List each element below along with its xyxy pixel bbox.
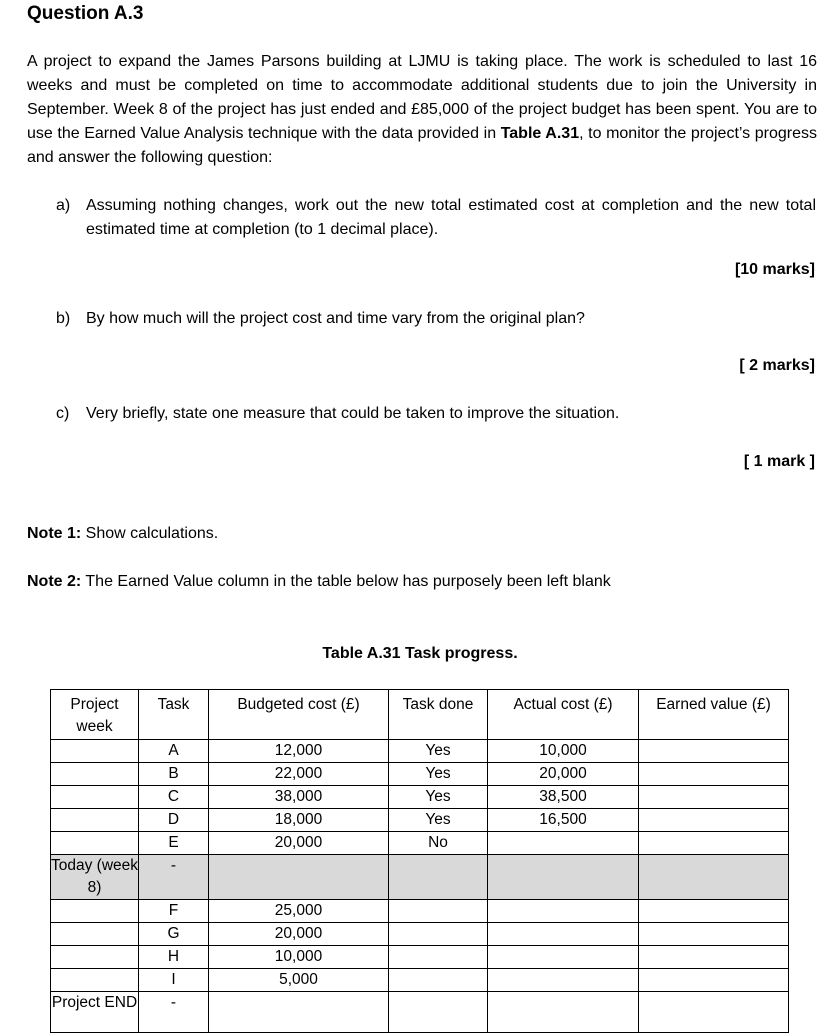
- cell-earned-value: [639, 740, 789, 763]
- question-c-label: c): [56, 405, 70, 422]
- cell-task-done: No: [389, 832, 488, 855]
- cell-project-week: [51, 969, 139, 992]
- cell-earned-value: [639, 946, 789, 969]
- cell-task: G: [139, 923, 209, 946]
- cell-actual-cost: [488, 969, 639, 992]
- cell-budgeted-cost: 10,000: [209, 946, 389, 969]
- task-progress-table: [50, 689, 789, 1033]
- cell-project-week: [51, 923, 139, 946]
- cell-earned-value: [639, 992, 789, 1033]
- cell-actual-cost: 20,000: [488, 763, 639, 786]
- cell-task-done: [389, 923, 488, 946]
- cell-task: I: [139, 969, 209, 992]
- table-row: [51, 832, 789, 855]
- question-b-label: b): [56, 310, 71, 327]
- cell-task: A: [139, 740, 209, 763]
- cell-project-week: [51, 763, 139, 786]
- note-2-text: The Earned Value column in the table below has purposely been left blank: [81, 573, 611, 590]
- cell-task-done: Yes: [389, 763, 488, 786]
- cell-actual-cost: 16,500: [488, 809, 639, 832]
- table-row: [51, 946, 789, 969]
- note-2: [27, 573, 611, 591]
- cell-task: -: [139, 855, 209, 900]
- cell-project-week: [51, 786, 139, 809]
- cell-task-done: Yes: [389, 740, 488, 763]
- cell-earned-value: [639, 900, 789, 923]
- cell-project-week: Project END: [51, 992, 139, 1033]
- cell-task-done: [389, 855, 488, 900]
- cell-actual-cost: [488, 900, 639, 923]
- cell-budgeted-cost: 12,000: [209, 740, 389, 763]
- cell-actual-cost: [488, 946, 639, 969]
- cell-earned-value: [639, 969, 789, 992]
- question-a-label: a): [56, 197, 71, 214]
- question-heading: Question A.3: [27, 3, 144, 24]
- question-a-marks: [10 marks]: [734, 261, 815, 278]
- cell-actual-cost: [488, 923, 639, 946]
- cell-earned-value: [639, 923, 789, 946]
- cell-task-done: [389, 992, 488, 1033]
- cell-project-week: [51, 740, 139, 763]
- cell-task: B: [139, 763, 209, 786]
- question-a-text: Assuming nothing changes, work out the new total estimated cost at completion and the new total estimated time at completion (to 1 decimal place).: [86, 197, 816, 238]
- cell-task: E: [139, 832, 209, 855]
- cell-budgeted-cost: 38,000: [209, 786, 389, 809]
- question-b-marks: [ 2 marks]: [739, 357, 815, 374]
- cell-actual-cost: [488, 855, 639, 900]
- table-row: [51, 969, 789, 992]
- header-task: Task: [139, 690, 209, 740]
- header-earned-value: Earned value (£): [639, 690, 789, 740]
- cell-actual-cost: 10,000: [488, 740, 639, 763]
- note-1-text: Show calculations.: [81, 525, 219, 542]
- header-budgeted-cost: Budgeted cost (£): [209, 690, 389, 740]
- table-row: [51, 763, 789, 786]
- cell-task-done: Yes: [389, 786, 488, 809]
- cell-budgeted-cost: 20,000: [209, 923, 389, 946]
- cell-project-week: [51, 946, 139, 969]
- cell-budgeted-cost: [209, 855, 389, 900]
- cell-project-week: [51, 809, 139, 832]
- table-row: [51, 809, 789, 832]
- intro-text-2: , to monitor the project’s progress and answer the following question:: [27, 125, 818, 166]
- table-row: [51, 855, 789, 900]
- cell-project-week: [51, 900, 139, 923]
- cell-task: -: [139, 992, 209, 1033]
- question-b-text: By how much will the project cost and time vary from the original plan?: [86, 310, 585, 327]
- cell-earned-value: [639, 763, 789, 786]
- note-1-label: Note 1:: [27, 525, 82, 542]
- cell-task: D: [139, 809, 209, 832]
- table-caption: Table A.31 Task progress.: [322, 645, 518, 662]
- question-c-text: Very briefly, state one measure that could be taken to improve the situation.: [86, 405, 620, 422]
- cell-budgeted-cost: 18,000: [209, 809, 389, 832]
- cell-project-week: [51, 832, 139, 855]
- cell-budgeted-cost: 25,000: [209, 900, 389, 923]
- cell-project-week: Today (week 8): [51, 855, 139, 900]
- cell-task: F: [139, 900, 209, 923]
- cell-actual-cost: [488, 832, 639, 855]
- cell-actual-cost: 38,500: [488, 786, 639, 809]
- header-task-done: Task done: [389, 690, 488, 740]
- table-row: [51, 923, 789, 946]
- note-1: [27, 525, 218, 543]
- table-row: [51, 992, 789, 1033]
- cell-budgeted-cost: [209, 992, 389, 1033]
- cell-earned-value: [639, 855, 789, 900]
- cell-earned-value: [639, 832, 789, 855]
- cell-task: C: [139, 786, 209, 809]
- intro-text-1: A project to expand the James Parsons building at LJMU is taking place. The work is scheduled to last 16 weeks and must be completed on time to accommodate additional students due to join the University in September. Week 8 of the project has just ended and £85,000 of the project budget has been spent. You are to use the Earned Value Analysis technique with the data provided in: [27, 53, 817, 142]
- cell-budgeted-cost: 5,000: [209, 969, 389, 992]
- table-row: [51, 900, 789, 923]
- cell-task-done: [389, 946, 488, 969]
- table-row: [51, 740, 789, 763]
- cell-earned-value: [639, 786, 789, 809]
- note-2-label: Note 2:: [27, 573, 82, 590]
- table-reference: Table A.31: [500, 125, 580, 142]
- cell-task-done: Yes: [389, 809, 488, 832]
- question-c-marks: [ 1 mark ]: [743, 453, 815, 470]
- table-row: [51, 786, 789, 809]
- table-header-row: [51, 690, 789, 740]
- cell-budgeted-cost: 22,000: [209, 763, 389, 786]
- cell-task-done: [389, 900, 488, 923]
- cell-budgeted-cost: 20,000: [209, 832, 389, 855]
- cell-actual-cost: [488, 992, 639, 1033]
- cell-task-done: [389, 969, 488, 992]
- intro-paragraph: [27, 50, 817, 170]
- header-actual-cost: Actual cost (£): [488, 690, 639, 740]
- header-project-week: Project week: [51, 690, 139, 740]
- cell-task: H: [139, 946, 209, 969]
- cell-earned-value: [639, 809, 789, 832]
